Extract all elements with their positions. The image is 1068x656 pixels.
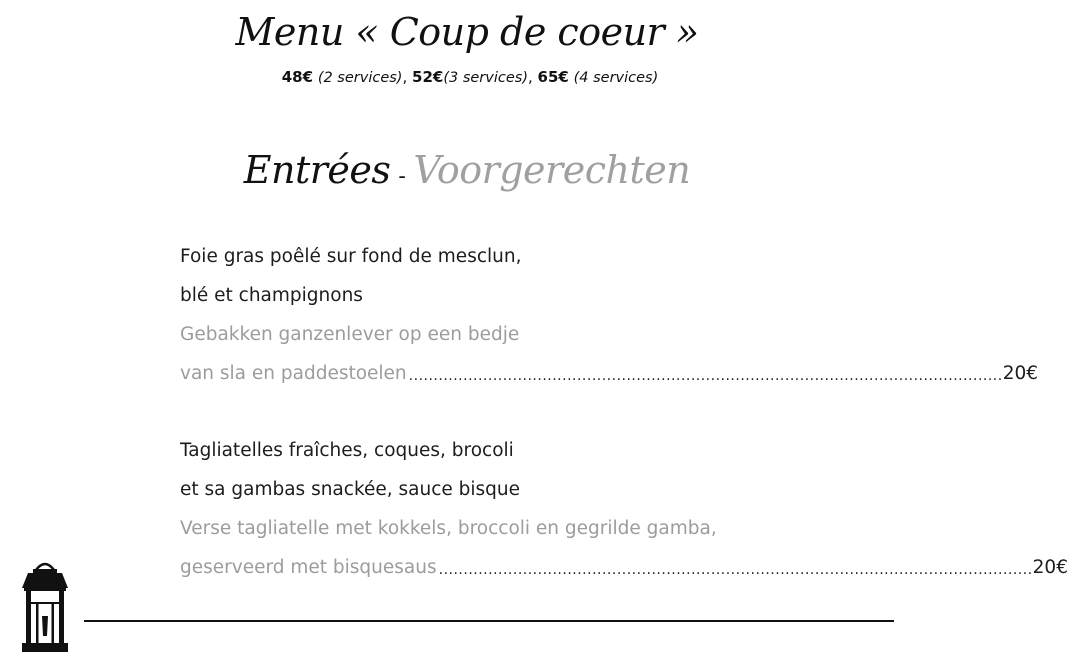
price-2-services: 48€ <box>281 68 314 86</box>
dish-2-price: 20€ <box>1032 557 1068 578</box>
label-3-services: (3 services) <box>443 70 528 86</box>
dish-2-leader-dots: ........................................................................................................................ <box>438 562 1033 578</box>
dish-2-fr-line-2: et sa gambas snackée, sauce bisque <box>180 479 521 500</box>
price-3-services: 52€ <box>412 68 444 86</box>
menu-prices: 48€ (2 services), 52€(3 services), 65€ (4 services) <box>281 68 659 86</box>
dish-1-nl-text-1: Gebakken ganzenlever op een bedje <box>180 324 520 345</box>
section-separator: - <box>398 164 406 189</box>
section-title-nl: Voorgerechten <box>413 148 691 192</box>
dish-2-nl-line-2 <box>180 555 1068 581</box>
dish-2-fr-line-1: Tagliatelles fraîches, coques, brocoli <box>180 440 514 461</box>
dish-2-nl-text-2: geserveerd met bisquesaus <box>180 557 437 578</box>
dish-1-nl-text-2: van sla en paddestoelen <box>180 363 407 384</box>
price-4-services: 65€ <box>537 68 569 86</box>
lantern-icon <box>16 558 74 654</box>
menu-title: Menu « Coup de coeur » <box>235 10 699 54</box>
dish-1-leader-dots: ........................................................................................................................ <box>408 368 1003 384</box>
section-title-fr: Entrées <box>243 148 391 192</box>
dish-1-fr-line-2: blé et champignons <box>180 285 363 306</box>
dish-1-price: 20€ <box>1002 363 1039 384</box>
footer-rule <box>84 620 894 622</box>
dish-2-nl-text-1: Verse tagliatelle met kokkels, broccoli en gegrilde gamba, <box>180 518 717 539</box>
dish-1-nl-line-2 <box>180 361 1039 387</box>
label-2-services: (2 services) <box>317 70 403 86</box>
label-4-services: (4 services) <box>573 70 659 86</box>
dish-1-nl-line-1 <box>180 322 765 348</box>
dish-1-fr-line-1: Foie gras poêlé sur fond de mesclun, <box>180 246 522 267</box>
section-heading <box>0 148 934 192</box>
dish-2-nl-line-1 <box>180 516 765 542</box>
